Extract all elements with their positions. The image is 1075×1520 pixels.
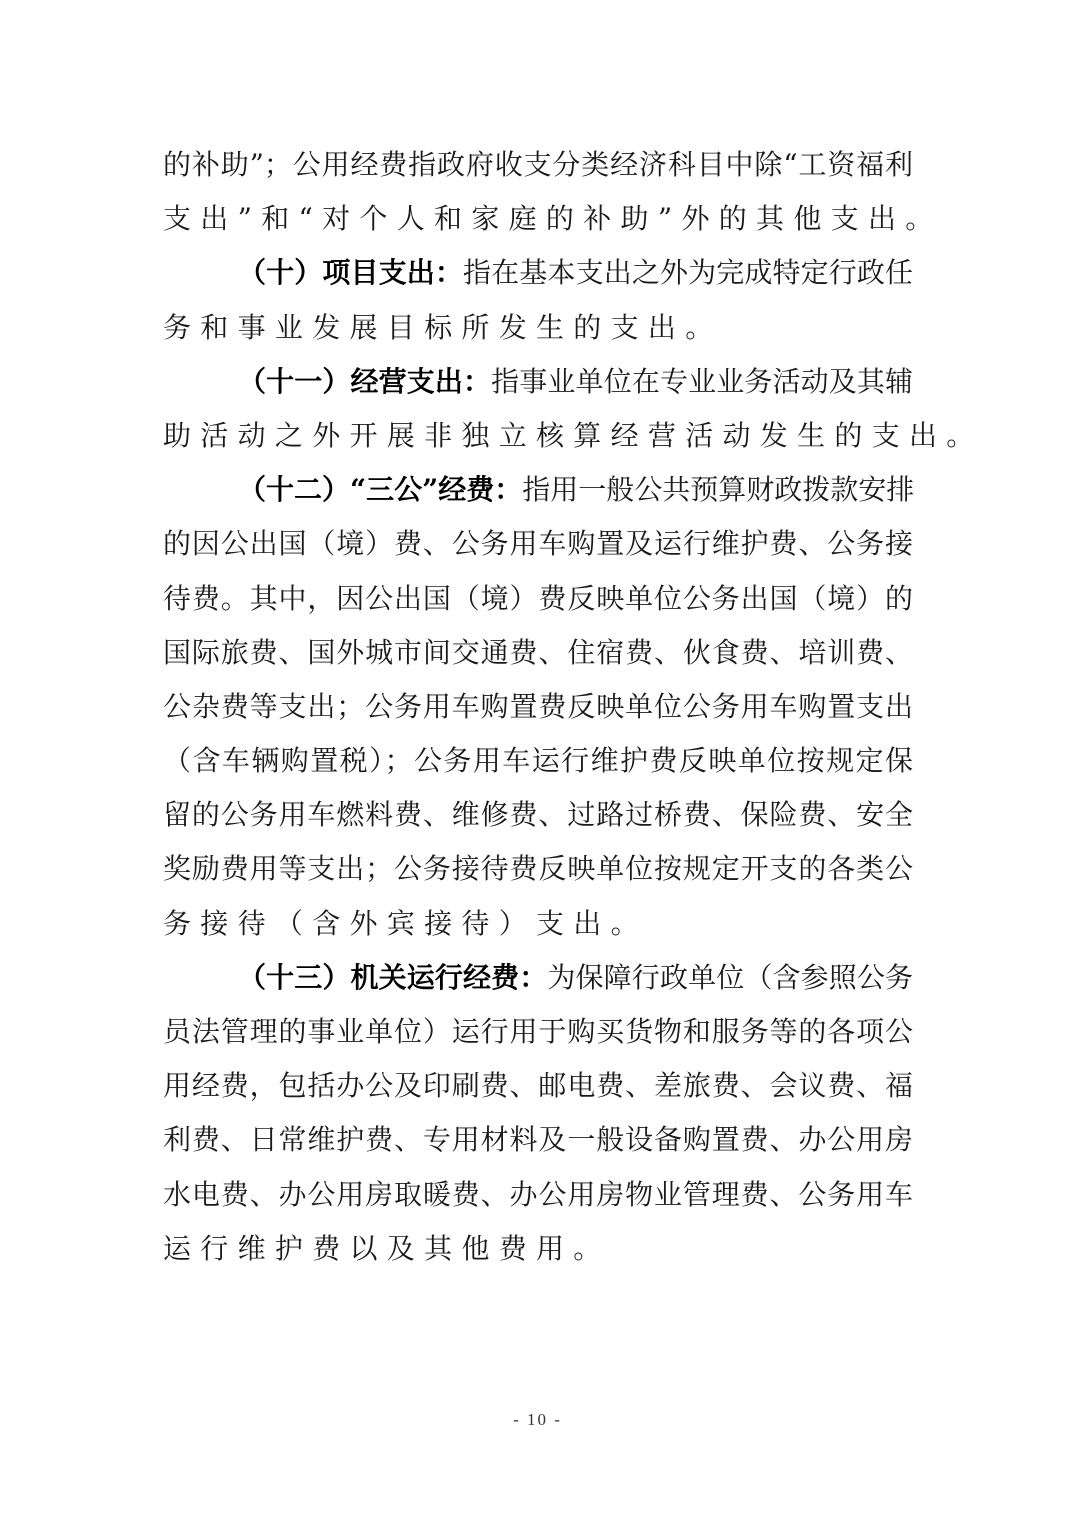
text-line: 运行维护费以及其他费用。 bbox=[163, 1231, 611, 1265]
text-line: 员法管理的事业单位）运行用于购买货物和服务等的各项公 bbox=[163, 1015, 913, 1048]
text-run: 指在基本支出之外为完成特定行政任 bbox=[463, 256, 913, 290]
text-line: 务和事业发展目标所发生的支出。 bbox=[163, 310, 723, 344]
text-run: 指用一般公共预算财政拨款安排 bbox=[522, 473, 915, 507]
text-line-first bbox=[163, 463, 913, 517]
paragraph-agency-operating-funds bbox=[163, 951, 913, 1276]
paragraph-operating-expenditure bbox=[163, 355, 984, 463]
text-line: 公杂费等支出；公务用车购置费反映单位公务用车购置支出 bbox=[163, 689, 913, 723]
text-line: 助活动之外开展非独立核算经营活动发生的支出。 bbox=[163, 418, 984, 452]
text-line: 的因公出国（境）费、公务用车购置及运行维护费、公务接 bbox=[163, 527, 913, 561]
text-line: 留的公务用车燃料费、维修费、过路过桥费、保险费、安全 bbox=[163, 798, 913, 832]
text-run: 为保障行政单位（含参照公务 bbox=[547, 960, 913, 994]
section-heading: （十三）机关运行经费： bbox=[238, 960, 548, 994]
text-line: 支出”和“对个人和家庭的补助”外的其他支出。 bbox=[163, 202, 943, 236]
text-line: 国际旅费、国外城市间交通费、住宿费、伙食费、培训费、 bbox=[163, 635, 913, 669]
text-line: 奖励费用等支出；公务接待费反映单位按规定开支的各类公 bbox=[163, 852, 913, 886]
text-line: 水电费、办公用房取暖费、办公用房物业管理费、公务用车 bbox=[163, 1177, 913, 1211]
text-line-first bbox=[163, 951, 913, 1005]
text-line-first bbox=[163, 355, 913, 409]
paragraph-three-public-expenses bbox=[163, 463, 913, 951]
text-line: 的补助”；公用经费指政府收支分类经济科目中除“工资福利 bbox=[163, 148, 913, 181]
page-number: - 10 - bbox=[513, 1410, 562, 1429]
text-line-first bbox=[163, 246, 913, 300]
text-line: 利费、日常维护费、专用材料及一般设备购置费、办公用房 bbox=[163, 1123, 913, 1157]
text-line: 用经费，包括办公及印刷费、邮电费、差旅费、会议费、福 bbox=[163, 1069, 913, 1103]
section-heading: （十）项目支出： bbox=[238, 256, 464, 290]
text-line: 待费。其中，因公出国（境）费反映单位公务出国（境）的 bbox=[163, 581, 913, 615]
section-heading: （十二）“三公”经费： bbox=[238, 473, 523, 507]
paragraph-project-expenditure bbox=[163, 246, 913, 354]
paragraph-continuation bbox=[163, 138, 943, 246]
section-heading: （十一）经营支出： bbox=[238, 364, 492, 398]
text-line: （含车辆购置税）；公务用车运行维护费反映单位按规定保 bbox=[163, 744, 913, 778]
text-run: 指事业单位在专业业务活动及其辅 bbox=[491, 364, 913, 398]
document-body bbox=[163, 138, 984, 1276]
text-line: 务接待（含外宾接待）支出。 bbox=[163, 906, 648, 940]
